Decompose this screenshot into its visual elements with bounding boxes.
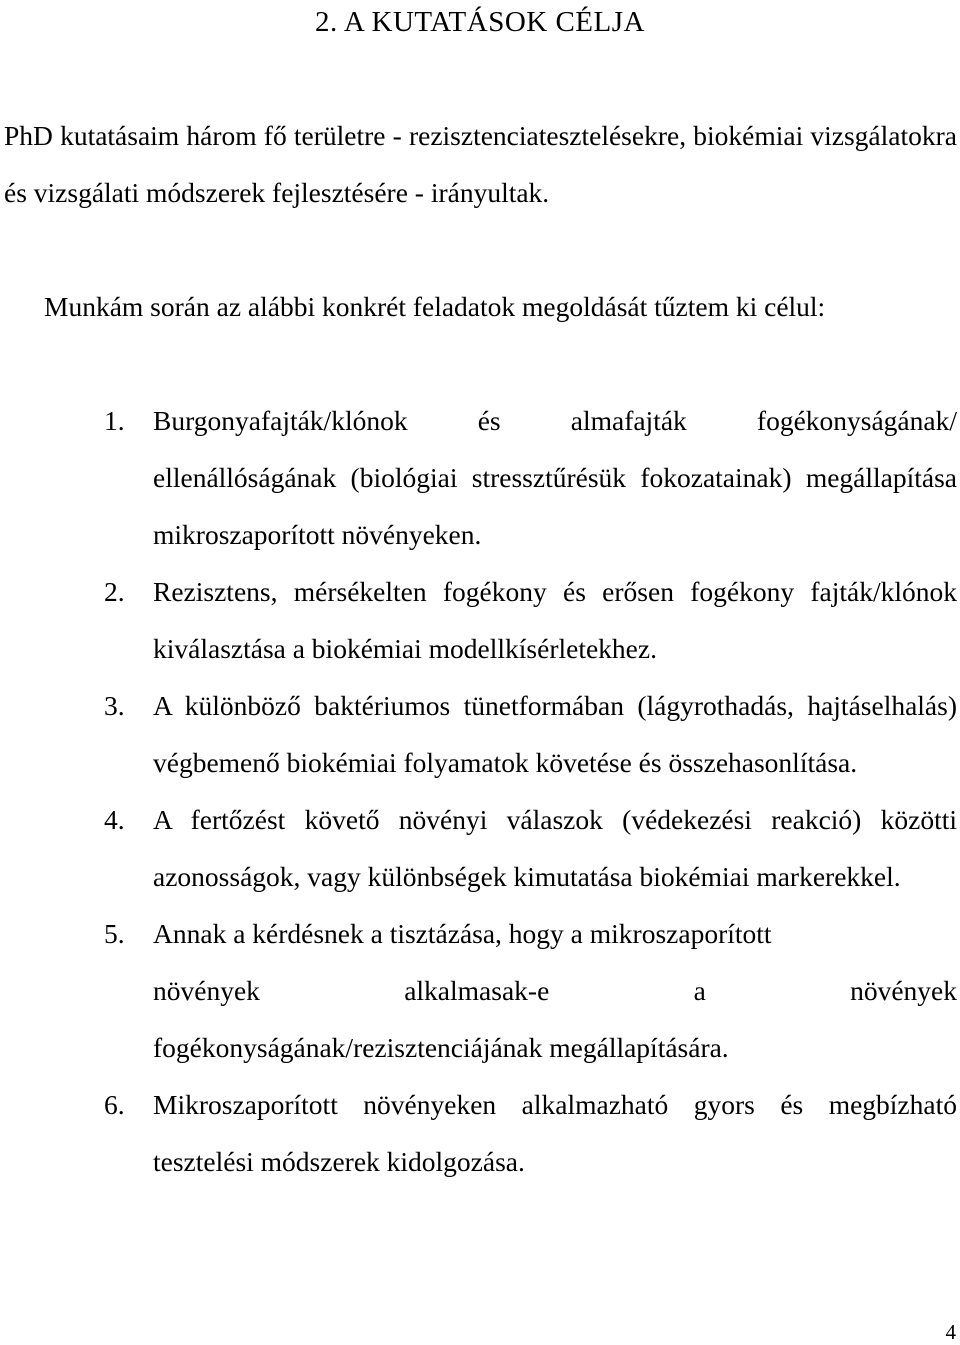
list-item-number: 1. [104,405,125,436]
list-item [0,905,957,1076]
task-list [0,392,957,1190]
list-item-number: 6. [104,1089,125,1120]
tasks-intro-paragraph: Munkám során az alábbi konkrét feladatok megoldását tűztem ki célul: [44,291,826,322]
list-item-text: Mikroszaporított növényeken alkalmazható gyors és megbízható tesztelési módszerek kidolgozása. [153,1089,957,1177]
list-item-text: Burgonyafajták/klónok és almafajták fogékonyságának/ ellenállóságának (biológiai stressztűrésük fokozatainak) megállapítása mikroszaporított növényeken. [153,405,957,550]
list-item [0,563,957,677]
section-heading: 2. A KUTATÁSOK CÉLJA [315,6,645,38]
list-item-text: A különböző baktériumos tünetformában (lágyrothadás, hajtáselhalás) végbemenő biokémiai folyamatok követése és összehasonlítása. [153,690,957,778]
list-item [0,392,957,563]
page-number: 4 [945,1320,956,1344]
list-item-number: 2. [104,576,125,607]
list-item-number: 4. [104,804,125,835]
list-item [0,791,957,905]
list-item-text-line: fogékonyságának/rezisztenciájának megállapítására. [153,1032,729,1063]
intro-paragraph: PhD kutatásaim három fő területre - rezisztenciatesztelésekre, biokémiai vizsgálatokra és vizsgálati módszerek fejlesztésére - irányultak. [4,120,957,208]
list-item-text-line: növények alkalmasak-e a növények [153,975,957,1006]
list-item-text: Rezisztens, mérsékelten fogékony és erősen fogékony fajták/klónok kiválasztása a biokémiai modellkísérletekhez. [153,576,957,664]
list-item-text-line: Annak a kérdésnek a tisztázása, hogy a mikroszaporított [153,918,772,949]
list-item [0,677,957,791]
list-item-text: A fertőzést követő növényi válaszok (védekezési reakció) közötti azonosságok, vagy különbségek kimutatása biokémiai markerekkel. [153,804,957,892]
list-item [0,1076,957,1190]
list-item-number: 3. [104,690,125,721]
list-item-number: 5. [104,918,125,949]
